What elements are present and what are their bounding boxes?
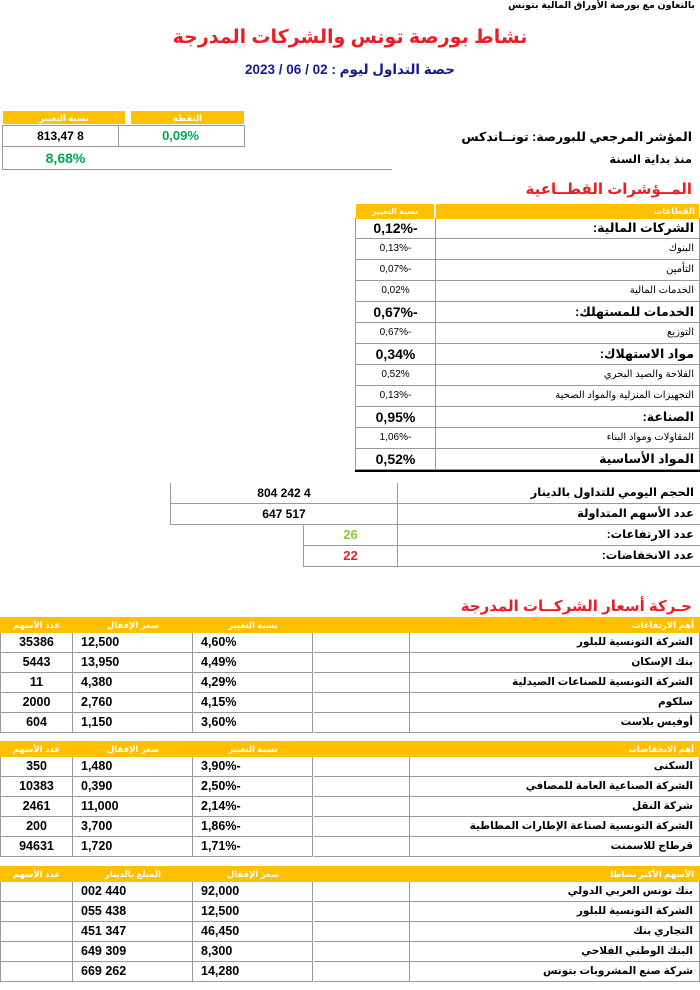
sector-name: الشركات المالية: [435, 218, 700, 239]
table-row [0, 817, 700, 837]
empty-cell [314, 757, 410, 777]
company-name: شركة صنع المشروبات بتونس [410, 962, 700, 982]
page-title: نشاط بورصة تونس والشركات المدرجة [172, 27, 528, 48]
company-name: بنك تونس العربي الدولي [410, 882, 700, 902]
refindex-daily-change: 0,09% [162, 128, 199, 143]
sector-indicators-title: المــؤشرات القطــاعية [525, 181, 692, 198]
sector-change-value: -0,13% [355, 386, 435, 407]
change-percent: 3,60% [193, 713, 313, 733]
sector-name: الخدمات للمستهلك: [435, 302, 700, 323]
company-name: السكنى [410, 757, 700, 777]
closing-price: 3,700 [73, 817, 193, 837]
stat-row [0, 525, 700, 546]
closing-price: 2,760 [73, 693, 193, 713]
sector-change-value: 0,95% [355, 407, 435, 428]
amount-dinar: 262 669 [73, 962, 193, 982]
amount-dinar: 438 055 [73, 902, 193, 922]
stat-value: 517 647 [170, 504, 398, 525]
sector-name: المواد الأساسية [435, 449, 700, 470]
company-name: سلكوم [410, 693, 700, 713]
sector-name: مواد الاستهلاك: [435, 344, 700, 365]
amount-dinar: 309 649 [73, 942, 193, 962]
empty-cell [314, 633, 410, 653]
sector-change-value: 0,34% [355, 344, 435, 365]
change-percent: -1,86% [193, 817, 313, 837]
shares-count: 604 [0, 713, 73, 733]
losers-header-change: نسبة التغيير [228, 744, 278, 754]
sector-change-value: 0,52% [355, 365, 435, 386]
sector-row [355, 239, 700, 260]
table-row [0, 882, 700, 902]
active-header-close: سعر الإقفال [226, 869, 280, 879]
empty-cell [314, 777, 410, 797]
stat-label: عدد الأسهم المتداولة [398, 504, 700, 525]
empty-cell [314, 922, 410, 942]
company-name: قرطاج للاسمنت [410, 837, 700, 857]
sector-rows-container [355, 218, 700, 470]
stat-row [0, 546, 700, 567]
top-losers-table [0, 741, 700, 857]
closing-price: 12,500 [193, 902, 313, 922]
shares-count: 2000 [0, 693, 73, 713]
closing-price: 4,380 [73, 673, 193, 693]
top-gainers-table [0, 617, 700, 733]
company-name: الشركة التونسية لصناعة الإطارات المطاطية [410, 817, 700, 837]
stat-label: الحجم اليومي للتداول بالدينار [398, 483, 700, 504]
sector-row [355, 365, 700, 386]
stat-row [0, 504, 700, 525]
refindex-row-daily [2, 125, 245, 147]
stat-label: عدد الارتفاعات: [398, 525, 700, 546]
collaboration-credit-line: بالتعاون مع بورصة الأوراق المالية بتونس [508, 0, 695, 11]
sector-change-value: -0,67% [355, 302, 435, 323]
shares-count: 2461 [0, 797, 73, 817]
sector-table-bottom-rule [355, 470, 700, 472]
stat-value: 22 [303, 546, 398, 567]
shares-count [0, 902, 73, 922]
sector-row [355, 281, 700, 302]
empty-cell [314, 673, 410, 693]
shares-count: 11 [0, 673, 73, 693]
sector-row [355, 323, 700, 344]
price-movement-title: حـركة أسعار الشركــات المدرجة [460, 598, 692, 615]
sector-row [355, 218, 700, 239]
sector-header-change: نسبة التغيير [355, 203, 435, 220]
company-name: الشركة التونسية للبلور [410, 902, 700, 922]
change-percent: 4,49% [193, 653, 313, 673]
shares-count [0, 922, 73, 942]
most-active-stocks-table [0, 866, 700, 982]
active-header-amount: المبلغ بالدينار [104, 869, 162, 879]
losers-header-row [0, 741, 700, 757]
losers-header-name: أهم الانخفاضات [628, 744, 694, 754]
company-name: الشركة الصناعية العامة للمصافي [410, 777, 700, 797]
closing-price: 11,000 [73, 797, 193, 817]
sector-change-value: -0,67% [355, 323, 435, 344]
empty-cell [314, 962, 410, 982]
sector-name: التجهيزات المنزلية والمواد الصحية [435, 386, 700, 407]
closing-price: 12,500 [73, 633, 193, 653]
empty-cell [314, 817, 410, 837]
shares-count [0, 942, 73, 962]
stat-label: عدد الانخفاضات: [398, 546, 700, 567]
sector-table-header-row [355, 203, 700, 218]
shares-count: 350 [0, 757, 73, 777]
sector-row [355, 302, 700, 323]
shares-count: 5443 [0, 653, 73, 673]
sector-row [355, 428, 700, 449]
empty-cell [314, 882, 410, 902]
table-row [0, 837, 700, 857]
closing-price: 0,390 [73, 777, 193, 797]
empty-cell [314, 693, 410, 713]
shares-count: 94631 [0, 837, 73, 857]
sector-name: الفلاحة والصيد البحري [435, 365, 700, 386]
active-header-shares: عدد الأسهم [12, 869, 61, 879]
sector-header-name: القطاعات [435, 203, 700, 220]
table-row [0, 777, 700, 797]
refindex-label-benchmark: المؤشر المرجعي للبورصة: تونــاندكس [461, 130, 692, 144]
closing-price: 46,450 [193, 922, 313, 942]
table-row [0, 962, 700, 982]
company-name: الشركة التونسية للصناعات الصيدلية [410, 673, 700, 693]
sector-change-value: -1,06% [355, 428, 435, 449]
closing-price: 13,950 [73, 653, 193, 673]
table-row [0, 633, 700, 653]
sector-change-value: 0,52% [355, 449, 435, 470]
refindex-ytd-change: 8,68% [45, 150, 86, 166]
sector-name: الخدمات المالية [435, 281, 700, 302]
company-name: الشركة التونسية للبلور [410, 633, 700, 653]
table-row [0, 797, 700, 817]
shares-count: 10383 [0, 777, 73, 797]
table-row [0, 653, 700, 673]
empty-cell [314, 942, 410, 962]
refindex-label-ytd: منذ بداية السنة [609, 154, 692, 166]
sector-name: المقاولات ومواد البناء [435, 428, 700, 449]
table-row [0, 693, 700, 713]
sector-indicators-table [355, 203, 700, 472]
closing-price: 92,000 [193, 882, 313, 902]
company-name: بنك الإسكان [410, 653, 700, 673]
gainers-header-row [0, 617, 700, 633]
refindex-header-change: نسبة التغيير [2, 110, 126, 125]
shares-count [0, 882, 73, 902]
losers-header-close: سعر الإقفال [106, 744, 160, 754]
sector-name: التأمين [435, 260, 700, 281]
change-percent: 4,29% [193, 673, 313, 693]
refindex-point-value: 8 813,47 [37, 129, 84, 143]
company-name: التجاري بنك [410, 922, 700, 942]
stat-value: 4 242 804 [170, 483, 398, 504]
stat-row [0, 483, 700, 504]
amount-dinar: 440 002 [73, 882, 193, 902]
closing-price: 14,280 [193, 962, 313, 982]
market-statistics-table [0, 483, 700, 567]
sector-name: البنوك [435, 239, 700, 260]
empty-cell [314, 902, 410, 922]
change-percent: -2,50% [193, 777, 313, 797]
closing-price: 8,300 [193, 942, 313, 962]
gainers-header-close: سعر الإقفال [106, 620, 160, 630]
shares-count [0, 962, 73, 982]
change-percent: 4,15% [193, 693, 313, 713]
active-header-row [0, 866, 700, 882]
refindex-header-point: النقطة [130, 110, 245, 125]
gainers-header-name: أهم الارتفاعات [631, 620, 694, 630]
losers-header-shares: عدد الأسهم [12, 744, 61, 754]
empty-cell [314, 713, 410, 733]
closing-price: 1,150 [73, 713, 193, 733]
shares-count: 35386 [0, 633, 73, 653]
table-row [0, 757, 700, 777]
sector-change-value: -0,13% [355, 239, 435, 260]
sector-row [355, 260, 700, 281]
shares-count: 200 [0, 817, 73, 837]
change-percent: 4,60% [193, 633, 313, 653]
sector-change-value: -0,12% [355, 218, 435, 239]
active-header-name: الأسهم الأكثر نشاطا [610, 869, 694, 879]
table-row [0, 902, 700, 922]
table-row [0, 922, 700, 942]
closing-price: 1,480 [73, 757, 193, 777]
table-row [0, 942, 700, 962]
company-name: أوفيس بلاست [410, 713, 700, 733]
change-percent: -2,14% [193, 797, 313, 817]
stat-value: 26 [303, 525, 398, 546]
gainers-rows-container [0, 633, 700, 733]
empty-cell [314, 837, 410, 857]
amount-dinar: 347 451 [73, 922, 193, 942]
sector-change-value: -0,07% [355, 260, 435, 281]
company-name: البنك الوطني الفلاحي [410, 942, 700, 962]
table-row [0, 713, 700, 733]
closing-price: 1,720 [73, 837, 193, 857]
change-percent: -3,90% [193, 757, 313, 777]
sector-change-value: 0,02% [355, 281, 435, 302]
sector-row [355, 407, 700, 428]
sector-row [355, 344, 700, 365]
table-row [0, 673, 700, 693]
gainers-header-change: نسبة التغيير [228, 620, 278, 630]
sector-row [355, 449, 700, 470]
company-name: شركة النقل [410, 797, 700, 817]
empty-cell [314, 797, 410, 817]
empty-cell [314, 653, 410, 673]
losers-rows-container [0, 757, 700, 857]
refindex-row-ytd [2, 147, 392, 170]
sector-name: الصناعة: [435, 407, 700, 428]
change-percent: -1,71% [193, 837, 313, 857]
sector-name: التوزيع [435, 323, 700, 344]
session-date-subtitle: حصة التداول ليوم : 02 / 06 / 2023 [244, 62, 456, 77]
active-rows-container [0, 882, 700, 982]
gainers-header-shares: عدد الأسهم [12, 620, 61, 630]
sector-row [355, 386, 700, 407]
